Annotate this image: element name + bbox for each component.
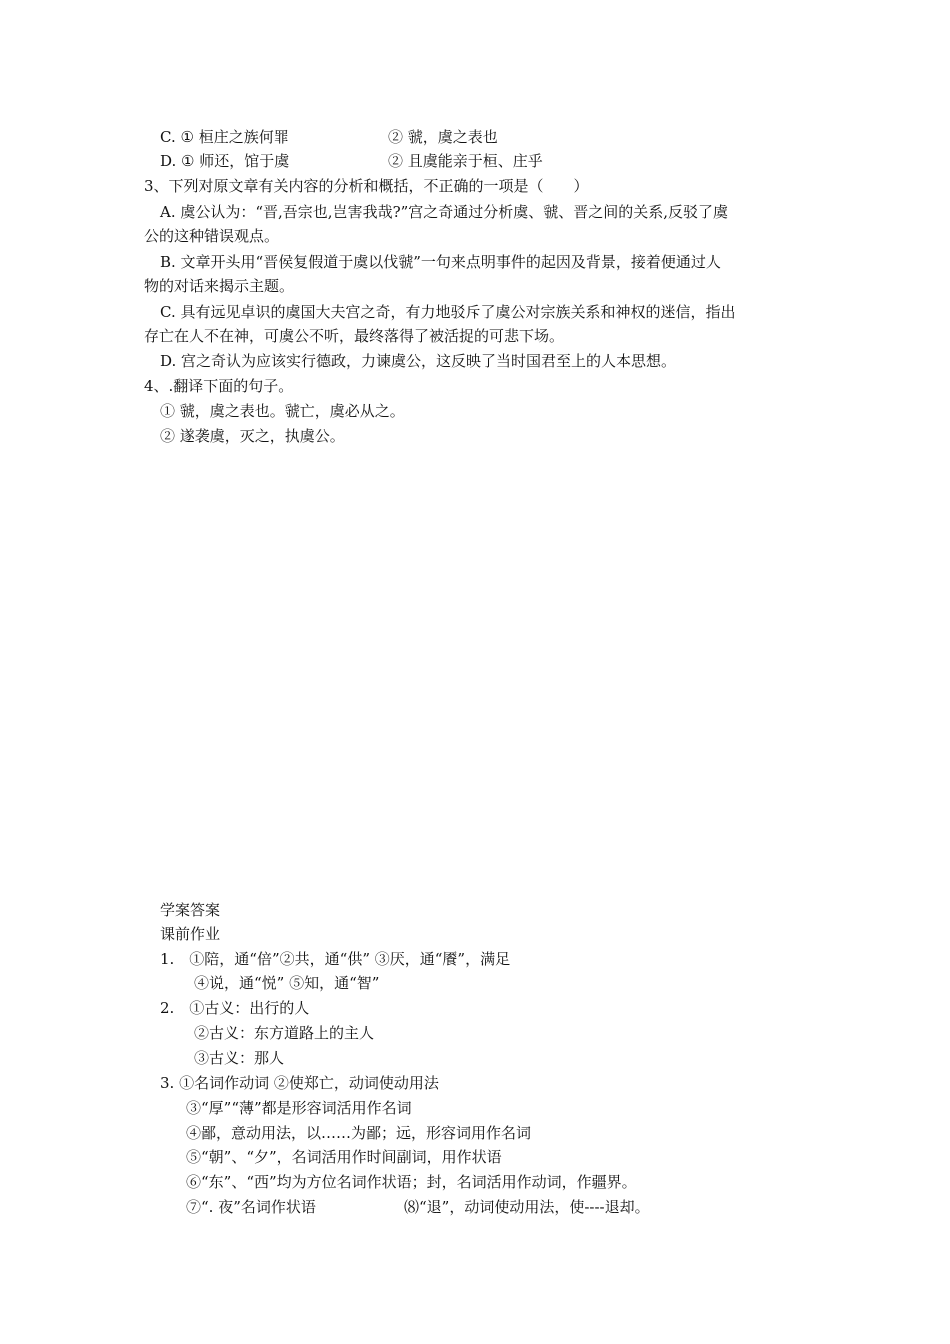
answer-3-line4: ⑤“朝”、“夕”，名词活用作时间副词，用作状语: [186, 1148, 502, 1166]
answer-2-line1: 2. ①古义：出行的人: [160, 999, 310, 1017]
answer-3-line6-right: ⑻“退”，动词使动用法，使----退却。: [404, 1198, 650, 1216]
answer-3-line6-left: ⑦“. 夜”名词作状语: [186, 1198, 316, 1216]
answer-3-line3: ④鄙，意动用法，以……为鄙；远，形容词用作名词: [186, 1124, 532, 1142]
q2-option-c: [160, 127, 289, 147]
answer-3-line5: ⑥“东”、“西”均为方位名词作状语；封，名词活用作动词，作疆界。: [186, 1173, 637, 1191]
q2-option-c-second: ② 虢，虞之表也: [388, 128, 498, 146]
q4-question: 4、.翻译下面的句子。: [144, 377, 294, 395]
answer-1-line2: ④说，通“悦” ⑤知，通“智”: [194, 974, 380, 992]
q2-option-c-first: C. ① 桓庄之族何罪: [160, 128, 289, 146]
q3-option-c-line1: C. 具有远见卓识的虞国大夫宫之奇，有力地驳斥了虞公对宗族关系和神权的迷信，指出: [160, 303, 736, 321]
q3-option-b-line1: B. 文章开头用“晋侯复假道于虞以伐虢”一句来点明事件的起因及背景，接着便通过人: [160, 253, 721, 271]
answer-3-line1: 3. ①名词作动词 ②使郑亡，动词使动用法: [160, 1074, 439, 1092]
q3-option-c-line2: 存亡在人不在神，可虞公不听，最终落得了被活捉的可悲下场。: [144, 327, 565, 345]
answer-2-line3: ③古义：那人: [194, 1049, 285, 1067]
q4-sentence-2: ② 遂袭虞，灭之，执虞公。: [160, 427, 345, 445]
answer-3-line2: ③“厚”“薄”都是形容词活用作名词: [186, 1099, 412, 1117]
q3-option-a-line1: A. 虞公认为：“晋,吾宗也,岂害我哉?”宫之奇通过分析虞、虢、晋之间的关系,反驳了虞: [160, 203, 729, 221]
answer-2-line2: ②古义：东方道路上的主人: [194, 1024, 375, 1042]
answers-subtitle: 课前作业: [160, 925, 221, 943]
q2-option-d-first: D. ① 师还，馆于虞: [160, 152, 290, 170]
q2-option-d: [160, 151, 289, 171]
answers-title: 学案答案: [160, 901, 221, 919]
q3-question: 3、下列对原文章有关内容的分析和概括，不正确的一项是（ ）: [144, 177, 589, 195]
q3-option-d-line1: D. 宫之奇认为应该实行德政，力谏虞公，这反映了当时国君至上的人本思想。: [160, 352, 677, 370]
q4-sentence-1: ① 虢，虞之表也。虢亡，虞必从之。: [160, 402, 405, 420]
q2-option-d-second: ② 且虞能亲于桓、庄乎: [388, 152, 543, 170]
q3-option-b-line2: 物的对话来揭示主题。: [144, 277, 295, 295]
q3-option-a-line2: 公的这种错误观点。: [144, 227, 280, 245]
answer-1-line1: 1. ①陪，通“倍”②共，通“供” ③厌，通“餍”，满足: [160, 950, 511, 968]
